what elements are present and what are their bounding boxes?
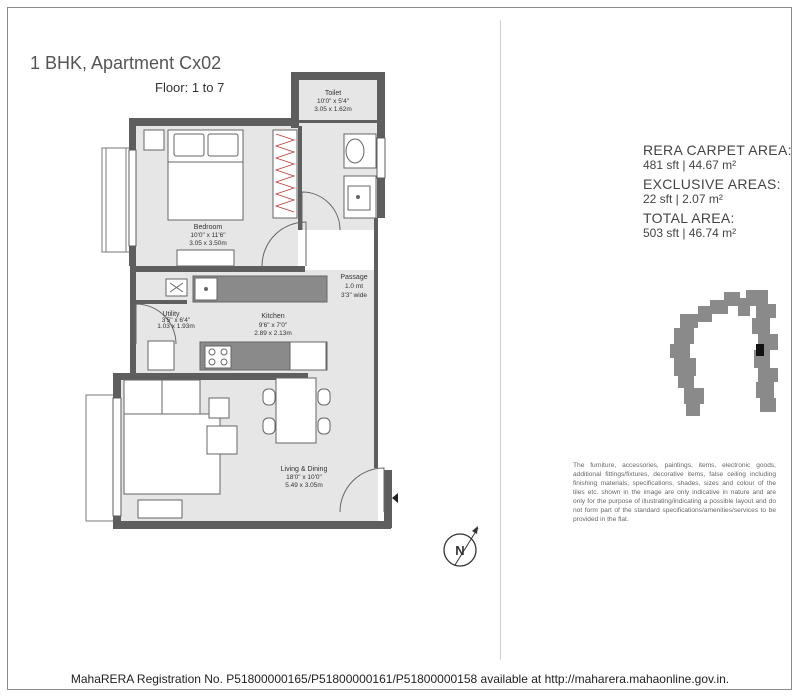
utility-imperial: 3'5" x 6'4" [161,317,191,324]
toilet-metric: 3.05 x 1.62m [314,106,352,113]
bedroom-name: Bedroom [193,224,223,231]
area-summary [643,138,792,242]
exclusive-area-label: EXCLUSIVE AREAS: [643,176,781,192]
page-title: 1 BHK, Apartment Cx02 [30,53,222,73]
carpet-area-value: 481 sft | 44.67 m² [643,158,737,172]
living-name: Living & Dining [280,466,328,473]
passage-name: Passage [340,274,368,281]
vertical-divider [500,20,501,660]
bedroom-metric: 3.05 x 3.50m [189,240,227,247]
kitchen-name: Kitchen [261,313,285,320]
disclaimer-text: The furniture, accessories, paintings, items, electronic goods, additional fittings/fixtures, decorative items, false ceiling including finishing materials, specifications, shades, sizes and colour of the tiles etc. shown in the image are only indicative in nature and are only for the purpose of illustrating/indicating a possible layout and do not form part of the standard specifications/amenities/services to be provided in the flat. [573,462,776,523]
key-plan [664,286,784,426]
living-imperial: 18'0" x 10'0" [286,474,322,481]
utility-name: Utility [162,311,180,318]
total-area-label: TOTAL AREA: [643,210,735,226]
passage-line2: 3'3" wide [341,292,367,299]
kitchen-imperial: 9'6" x 7'0" [258,322,288,329]
toilet-name: Toilet [324,90,342,97]
utility-metric: 1.03 x 1.93m [157,323,195,330]
entry-arrow-icon [392,493,398,503]
bedroom-imperial: 10'0" x 11'6" [190,232,226,239]
exclusive-area-value: 22 sft | 2.07 m² [643,192,723,206]
carpet-area-label: RERA CARPET AREA: [643,142,792,158]
toilet-imperial: 10'0" x 5'4" [316,98,350,105]
north-compass-icon [444,526,478,566]
balcony-bedroom [102,148,130,252]
passage-line1: 1.0 mt [344,283,364,290]
total-area-value: 503 sft | 46.74 m² [643,226,737,240]
compass-letter: N [455,543,465,558]
footer-registration: MahaRERA Registration No. P51800000165/P51800000161/P51800000158 available at http://maharera.mahaonline.gov.in. [70,672,730,686]
unit-highlight [756,344,764,356]
floor-label: Floor: 1 to 7 [155,80,225,95]
kitchen-metric: 2.89 x 2.13m [254,330,292,337]
living-metric: 5.49 x 3.05m [285,482,323,489]
